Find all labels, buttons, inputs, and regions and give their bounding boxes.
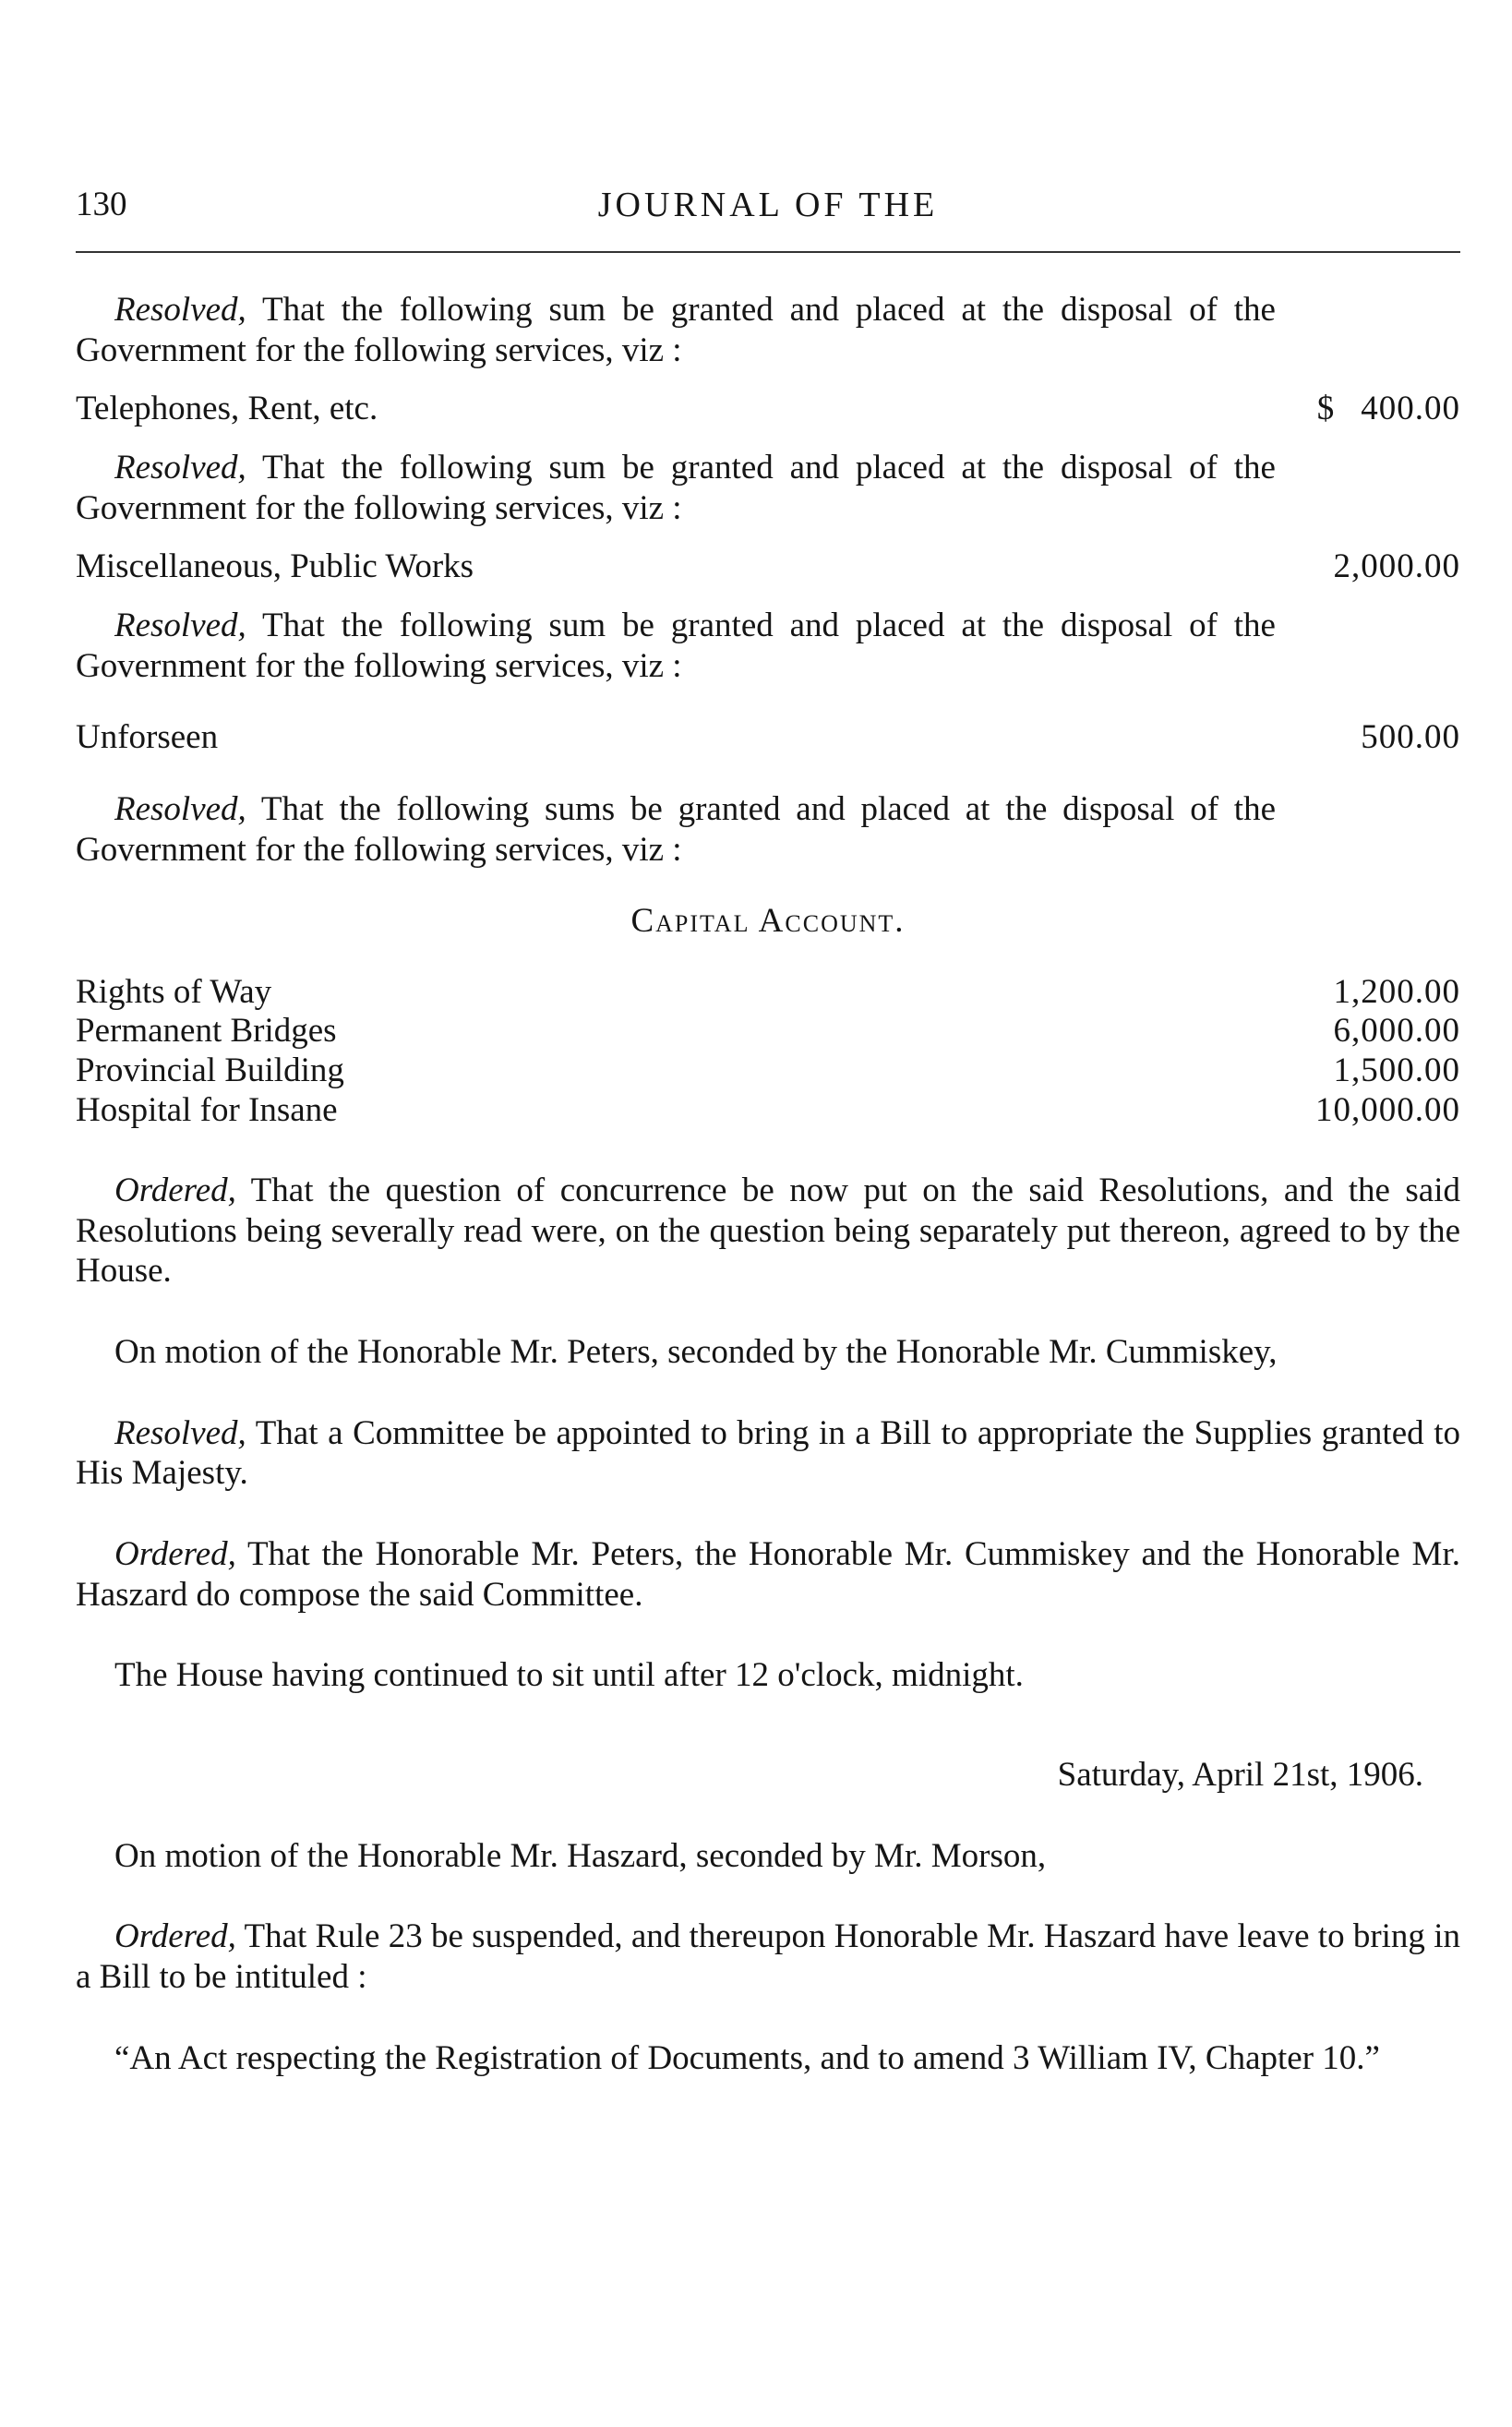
ordered-paragraph xyxy=(76,1916,1460,1997)
item-label: Rights of Way xyxy=(76,972,272,1011)
resolution-text: That the following sum be granted and placed at the disposal of the Government for the following services, viz : xyxy=(76,291,1276,369)
resolved-lead: Resolved, xyxy=(114,606,246,644)
sitting-note: The House having continued to sit until after 12 o'clock, midnight. xyxy=(114,1656,1024,1695)
page-number: 130 xyxy=(76,186,127,223)
resolved-lead: Resolved, xyxy=(114,291,246,329)
paragraph-text: That Rule 23 be suspended, and thereupon Honorable Mr. Haszard have leave to bring in a Bill to be intituled : xyxy=(76,1917,1460,1996)
resolution-paragraph xyxy=(76,290,1276,370)
motion-paragraph: On motion of the Honorable Mr. Peters, seconded by the Honorable Mr. Cummiskey, xyxy=(114,1333,1278,1372)
resolution-paragraph xyxy=(76,448,1276,528)
appropriation-row xyxy=(76,389,1460,429)
item-amount: 2,000.00 xyxy=(1333,547,1460,586)
ordered-paragraph xyxy=(76,1171,1460,1292)
item-label: Telephones, Rent, etc. xyxy=(76,390,378,428)
item-amount: 10,000.00 xyxy=(1315,1090,1460,1129)
dateline: Saturday, April 21st, 1906. xyxy=(1057,1755,1423,1794)
appropriation-row xyxy=(76,547,1460,587)
ordered-paragraph xyxy=(76,1534,1460,1615)
item-amount: 500.00 xyxy=(1361,718,1460,757)
item-label: Provincial Building xyxy=(76,1051,344,1089)
resolution-paragraph xyxy=(76,789,1276,870)
ordered-lead: Ordered, xyxy=(114,1171,236,1210)
capital-account-row xyxy=(76,1012,1460,1051)
resolution-text: That the following sum be granted and placed at the disposal of the Government for the following services, viz : xyxy=(76,606,1276,685)
resolved-lead: Resolved, xyxy=(114,1413,246,1452)
running-head: JOURNAL OF THE xyxy=(597,186,939,224)
capital-account-list xyxy=(76,973,1460,1130)
amount-value: 400.00 xyxy=(1361,390,1460,428)
resolved-lead: Resolved, xyxy=(114,448,246,487)
paragraph-text: That the Honorable Mr. Peters, the Honorable Mr. Cummiskey and the Honorable Mr. Haszard do compose the said Committee. xyxy=(76,1535,1460,1614)
resolution-paragraph xyxy=(76,1413,1460,1494)
item-label: Miscellaneous, Public Works xyxy=(76,547,474,586)
paragraph-text: That the question of concurrence be now put on the said Resolutions, and the said Resolutions being severally read were, on the question being separately put thereon, agreed to by the House. xyxy=(76,1171,1460,1291)
capital-account-row xyxy=(76,1051,1460,1091)
ordered-lead: Ordered, xyxy=(114,1535,236,1573)
item-label: Permanent Bridges xyxy=(76,1012,337,1051)
page-header xyxy=(76,185,1460,236)
ordered-lead: Ordered, xyxy=(114,1917,236,1956)
item-label: Hospital for Insane xyxy=(76,1090,338,1129)
appropriation-row xyxy=(76,717,1460,758)
item-amount xyxy=(1317,389,1460,429)
item-amount: 6,000.00 xyxy=(1333,1012,1460,1051)
paragraph-text: That a Committee be appointed to bring in a Bill to appropriate the Supplies granted to His Majesty. xyxy=(76,1413,1460,1493)
currency-sign: $ xyxy=(1316,390,1336,428)
capital-account-heading: Capital Account. xyxy=(630,902,906,941)
bill-title: “An Act respecting the Registration of Documents, and to amend 3 William IV, Chapter 10.” xyxy=(114,2038,1380,2077)
motion-paragraph: On motion of the Honorable Mr. Haszard, seconded by Mr. Morson, xyxy=(114,1836,1047,1875)
capital-account-row xyxy=(76,973,1460,1013)
resolution-text: That the following sums be granted and placed at the disposal of the Government for the following services, viz : xyxy=(76,789,1276,869)
resolution-paragraph xyxy=(76,606,1276,686)
journal-page xyxy=(76,185,1460,2078)
header-rule xyxy=(76,251,1460,253)
item-label: Unforseen xyxy=(76,718,219,757)
resolved-lead: Resolved, xyxy=(114,789,246,828)
capital-account-row xyxy=(76,1091,1460,1131)
item-amount: 1,200.00 xyxy=(1333,972,1460,1011)
resolution-text: That the following sum be granted and placed at the disposal of the Government for the following services, viz : xyxy=(76,448,1276,527)
item-amount: 1,500.00 xyxy=(1333,1051,1460,1089)
